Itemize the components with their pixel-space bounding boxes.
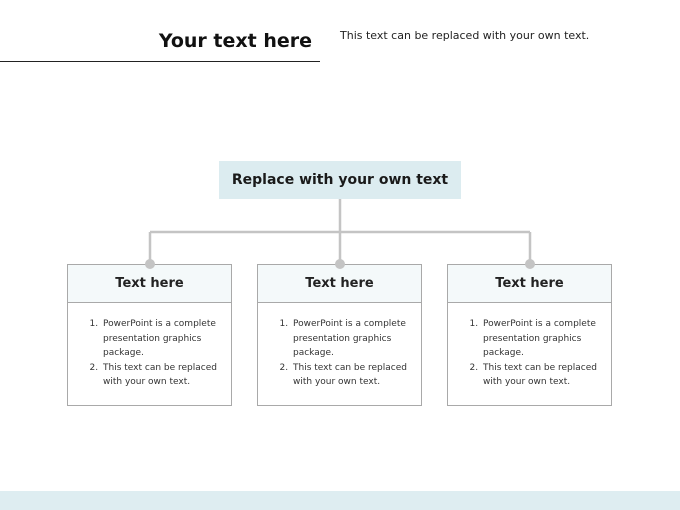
card-title: Text here <box>68 265 231 303</box>
connector-dot-center <box>335 259 345 269</box>
connector-dot-right <box>525 259 535 269</box>
page-title: Your text here <box>158 30 312 52</box>
list-item: 2. This text can be replaced with your own text. <box>291 361 411 390</box>
card-title: Text here <box>258 265 421 303</box>
list-item: 1. PowerPoint is a complete presentation graphics package. <box>481 317 601 361</box>
footer-band <box>0 491 680 510</box>
card-title: Text here <box>448 265 611 303</box>
list-item: 2. This text can be replaced with your own text. <box>481 361 601 390</box>
list-item: 1. PowerPoint is a complete presentation graphics package. <box>101 317 221 361</box>
connector-dot-left <box>145 259 155 269</box>
list-item: 2. This text can be replaced with your own text. <box>101 361 221 390</box>
root-node: Replace with your own text <box>219 161 461 199</box>
page-subtitle: This text can be replaced with your own text. <box>340 29 590 42</box>
list-item: 1. PowerPoint is a complete presentation graphics package. <box>291 317 411 361</box>
